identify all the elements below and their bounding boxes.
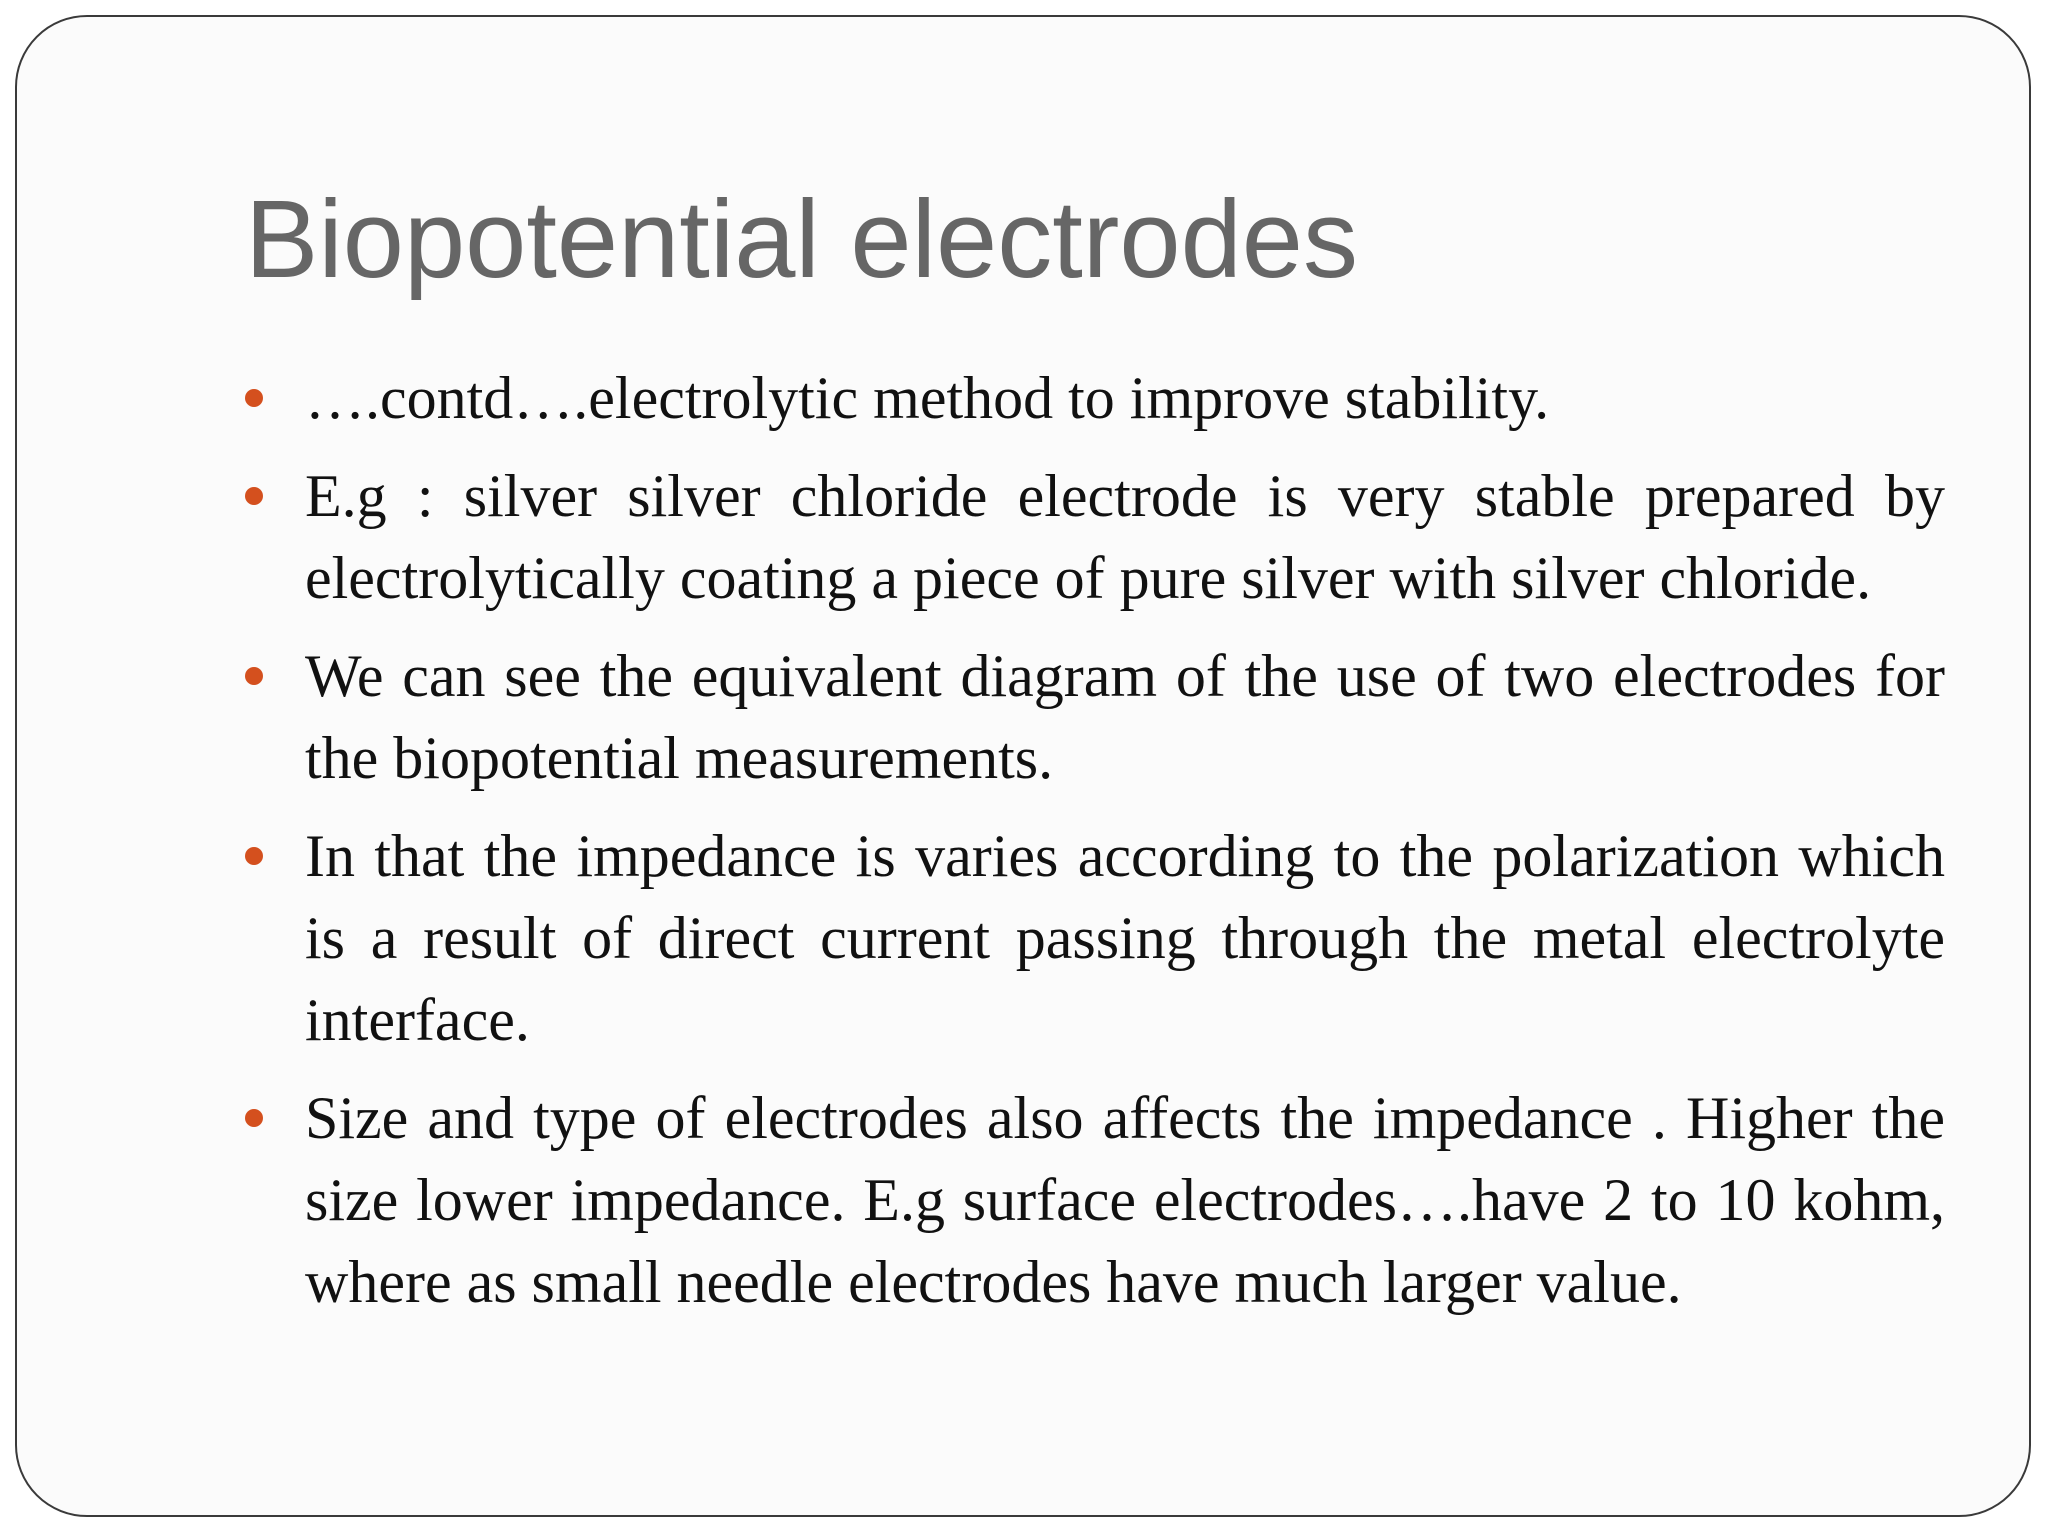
bullet-item xyxy=(245,357,1945,439)
bullet-item xyxy=(245,1077,1945,1323)
bullet-dot-icon xyxy=(245,1109,263,1127)
bullet-item xyxy=(245,455,1945,619)
bullet-dot-icon xyxy=(245,667,263,685)
bullet-list xyxy=(245,357,1945,1339)
slide-title: Biopotential electrodes xyxy=(245,178,1358,301)
bullet-dot-icon xyxy=(245,487,263,505)
bullet-text: Size and type of electrodes also affects the impedance . Higher the size lower impedance. E.g surface electrodes….have 2 to 10 kohm, where as small needle electrodes have much larger value. xyxy=(305,1085,1945,1315)
bullet-text: In that the impedance is varies according to the polarization which is a result of direct current passing through the metal electrolyte interface. xyxy=(305,823,1945,1053)
bullet-text: E.g : silver silver chloride electrode is very stable prepared by electrolytically coating a piece of pure silver with silver chloride. xyxy=(305,463,1945,611)
slide xyxy=(15,15,2031,1517)
bullet-item xyxy=(245,815,1945,1061)
bullet-text: We can see the equivalent diagram of the use of two electrodes for the biopotential measurements. xyxy=(305,643,1945,791)
bullet-dot-icon xyxy=(245,389,263,407)
bullet-dot-icon xyxy=(245,847,263,865)
bullet-text: ….contd….electrolytic method to improve stability. xyxy=(305,365,1550,431)
bullet-item xyxy=(245,635,1945,799)
